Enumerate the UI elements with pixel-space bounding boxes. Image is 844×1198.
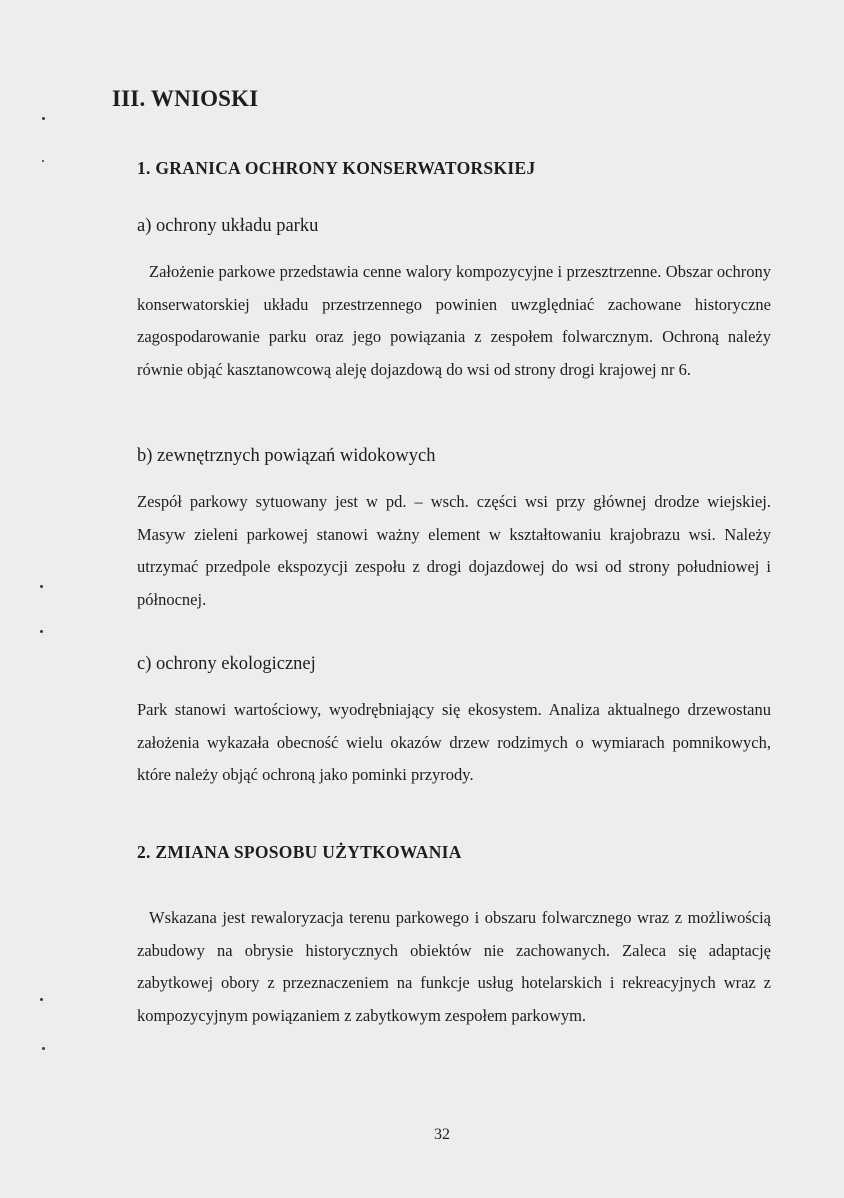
paragraph-a: Założenie parkowe przedstawia cenne walory kompozycyjne i przesztrzenne. Obszar ochrony konserwatorskiej układu przestrzennego powinien uwzględniać zachowane historyczne zagospodarowanie parku oraz jego powiązania z zespołem folwarcznym. Ochroną należy równie objąć kasztanowcową aleję dojazdową do wsi od strony drogi krajowej nr 6. [137,262,771,379]
subsection-title-a: a) ochrony układu parku [137,216,319,236]
paragraph-b: Zespół parkowy sytuowany jest w pd. – wsch. części wsi przy głównej drodze wiejskiej. Masyw zieleni parkowej stanowi ważny element w kształtowaniu krajobrazu wsi. Należy utrzymać przedpole ekspozycji zespołu z drogi dojazdowej do wsi od strony południowej i północnej. [137,492,771,609]
scan-speck [40,998,43,1001]
section-title-zmiana: 2. ZMIANA SPOSOBU UŻYTKOWANIA [137,842,462,862]
subsection-title-b: b) zewnętrznych powiązań widokowych [137,446,436,466]
subsection-title-c: c) ochrony ekologicznej [137,654,316,674]
scan-speck [40,585,43,588]
page-number: 32 [434,1126,450,1143]
scan-speck [40,630,43,633]
chapter-title: III. WNIOSKI [112,86,259,111]
paragraph-zmiana: Wskazana jest rewaloryzacja terenu parkowego i obszaru folwarcznego wraz z możliwością zabudowy na obrysie historycznych obiektów nie zachowanych. Zaleca się adaptację zabytkowej obory z przeznaczeniem na funkcje usług hotelarskich i rekreacyjnych wraz z kompozycyjnym powiązaniem z zabytkowym zespołem parkowym. [137,908,771,1025]
section-title-granica: 1. GRANICA OCHRONY KONSERWATORSKIEJ [137,158,536,178]
scan-speck [42,1047,45,1050]
paragraph-c: Park stanowi wartościowy, wyodrębniający się ekosystem. Analiza aktualnego drzewostanu założenia wykazała obecność wielu okazów drzew rodzimych o wymiarach pomnikowych, które należy objąć ochroną jako pominki przyrody. [137,700,771,784]
scan-speck [42,117,45,120]
scan-speck [42,160,44,162]
